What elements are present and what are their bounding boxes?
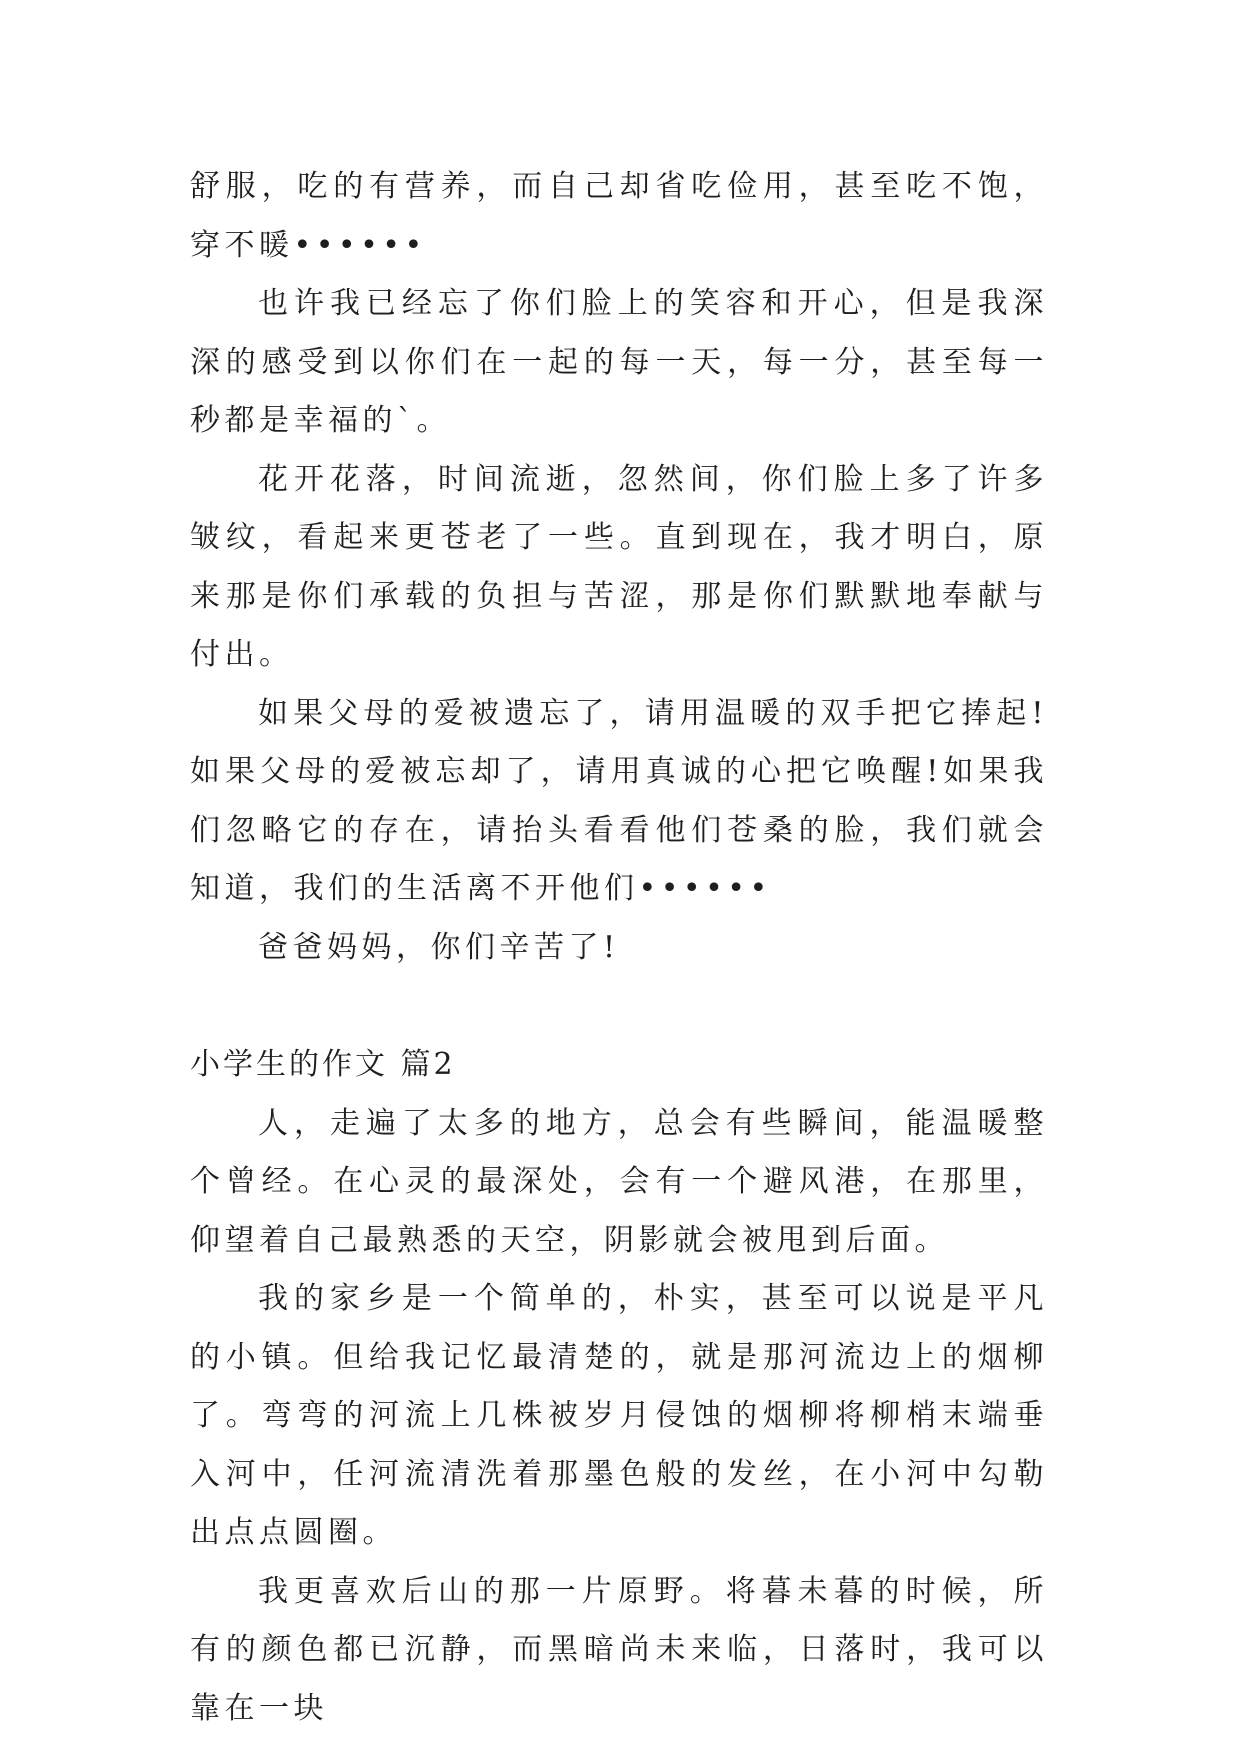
- paragraph: 也许我已经忘了你们脸上的笑容和开心，但是我深深的感受到以你们在一起的每一天，每一分，甚至每一秒都是幸福的`。: [190, 286, 1048, 438]
- paragraph: 人，走遍了太多的地方，总会有些瞬间，能温暖整个曾经。在心灵的最深处，会有一个避风港，在那里，仰望着自己最熟悉的天空，阴影就会被甩到后面。: [190, 1105, 1048, 1258]
- paragraph: 爸爸妈妈，你们辛苦了!: [258, 929, 620, 965]
- paragraph: 如果父母的爱被遗忘了，请用温暖的双手把它捧起!如果父母的爱被忘却了，请用真诚的心把它唤醒!如果我们忽略它的存在，请抬头看看他们苍桑的脸，我们就会知道，我们的生活离不开他们••••••: [190, 695, 1048, 906]
- paragraph: 花开花落，时间流逝，忽然间，你们脸上多了许多皱纹，看起来更苍老了一些。直到现在，我才明白，原来那是你们承载的负担与苦涩，那是你们默默地奉献与付出。: [190, 461, 1048, 672]
- section-title: 小学生的作文 篇2: [190, 1047, 456, 1082]
- paragraph: 我更喜欢后山的那一片原野。将暮未暮的时候，所有的颜色都已沉静，而黑暗尚未来临，日落时，我可以靠在一块: [190, 1573, 1048, 1726]
- paragraph: 舒服，吃的有营养，而自己却省吃俭用，甚至吃不饱，穿不暖••••••: [190, 169, 1048, 263]
- document-body: [190, 158, 1048, 1738]
- paragraph: 我的家乡是一个简单的，朴实，甚至可以说是平凡的小镇。但给我记忆最清楚的，就是那河流边上的烟柳了。弯弯的河流上几株被岁月侵蚀的烟柳将柳梢末端垂入河中，任河流清洗着那墨色般的发丝，在小河中勾勒出点点圆圈。: [190, 1281, 1048, 1550]
